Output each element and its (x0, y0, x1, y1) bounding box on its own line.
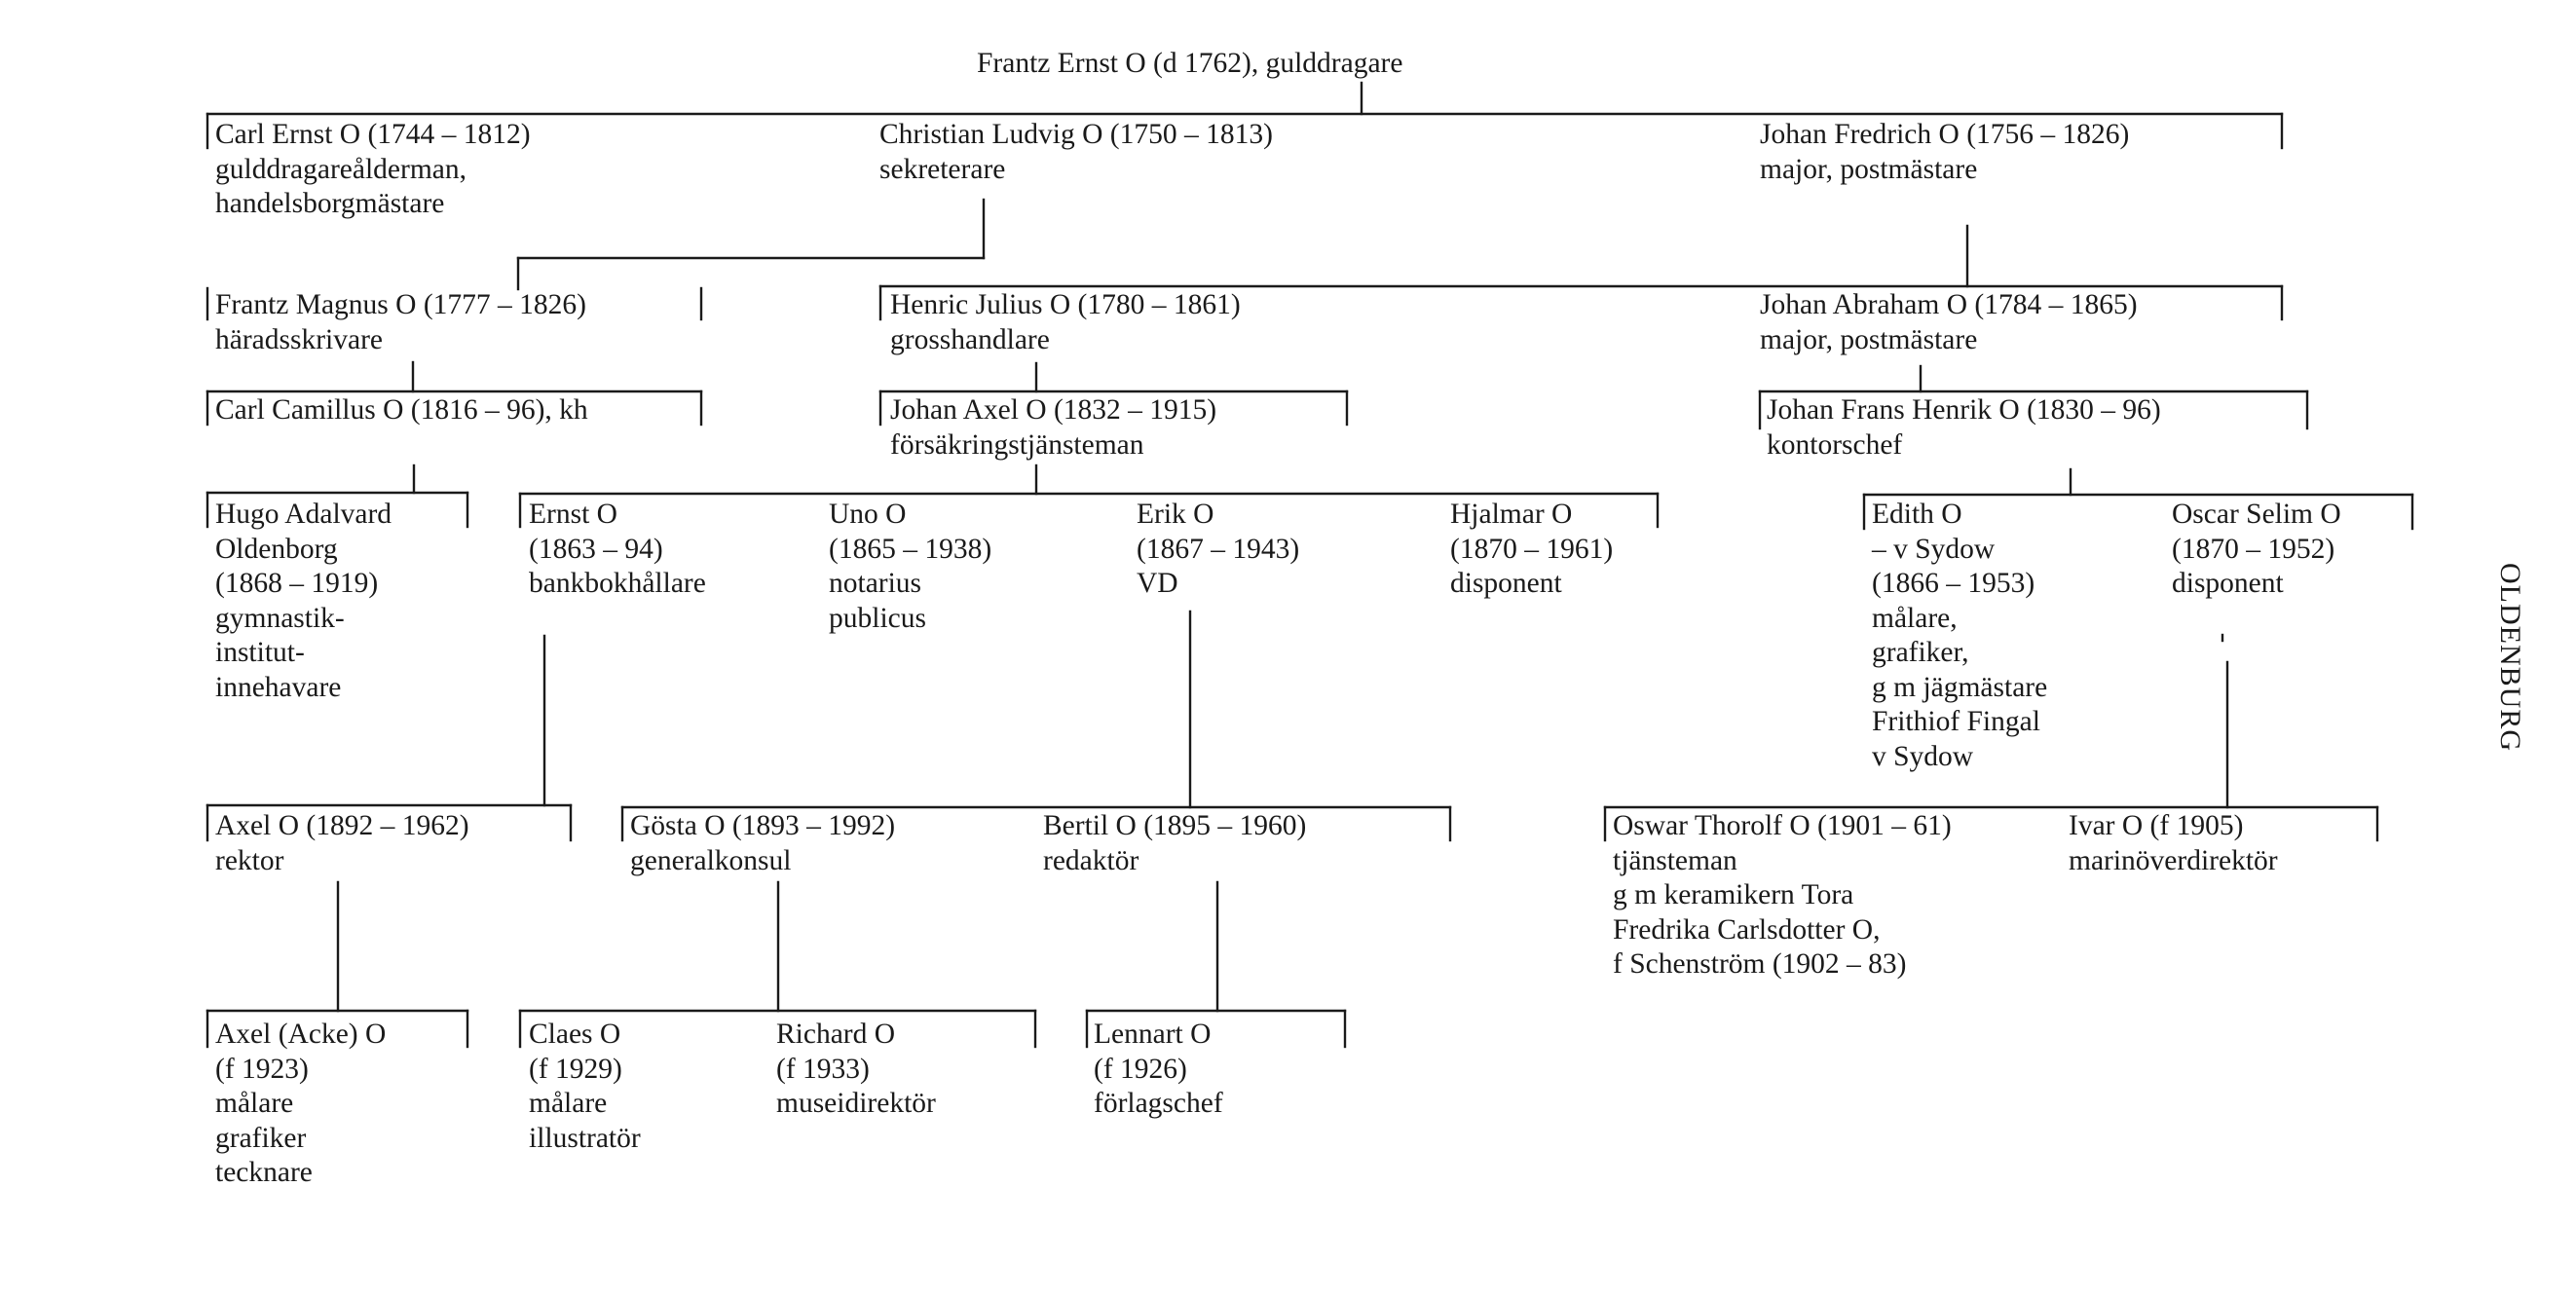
person-hugo-adalvard (215, 498, 392, 705)
person-text-line: (1866 – 1953) (1872, 568, 2035, 599)
person-text-line: Ernst O (529, 499, 617, 530)
person-text-line: VD (1137, 568, 1178, 599)
person-text-line: kontorschef (1767, 428, 1903, 461)
person-text-line: Hugo Adalvard (215, 499, 392, 530)
person-text-line: målare (215, 1088, 294, 1119)
person-text-line: (f 1929) (529, 1053, 622, 1085)
person-text-line: major, postmästare (1760, 323, 1978, 355)
person-text-line: publicus (829, 602, 926, 634)
person-text-line: gulddragareålderman, (215, 153, 467, 185)
person-uno (829, 498, 991, 636)
person-oscar-selim (2172, 498, 2341, 602)
person-text-line: g m jägmästare (1872, 671, 2048, 703)
person-text-line: Bertil O (1895 – 1960) (1043, 810, 1307, 841)
person-text-line: (1865 – 1938) (829, 533, 992, 565)
person-text-line: sekreterare (879, 153, 1006, 185)
person-axel-acke (215, 1018, 386, 1191)
person-text-line: (1863 – 94) (529, 533, 663, 565)
person-text-line: redaktör (1043, 844, 1139, 876)
person-text-line: Frithiof Fingal (1872, 706, 2040, 737)
person-text-line: Hjalmar O (1450, 499, 1573, 530)
person-johan-frans-henrik (1767, 393, 2161, 463)
family-name-label: OLDENBURG (2494, 563, 2526, 752)
person-text-line: v Sydow (1872, 740, 1974, 772)
person-text-line: illustratör (529, 1122, 641, 1154)
person-text-line: tecknare (215, 1157, 313, 1188)
person-text-line: Lennart O (1094, 1019, 1212, 1050)
person-hjalmar (1450, 498, 1613, 602)
person-text-line: Axel (Acke) O (215, 1019, 387, 1050)
person-text-line: Frantz Ernst O (d 1762), gulddragare (977, 48, 1403, 79)
person-text-line: Fredrika Carlsdotter O, (1613, 913, 1881, 946)
person-text-line: (1867 – 1943) (1137, 533, 1300, 565)
person-text-line: f Schenström (1902 – 83) (1613, 948, 1907, 980)
person-text-line: Christian Ludvig O (1750 – 1813) (879, 119, 1273, 150)
person-text-line: (1870 – 1961) (1450, 533, 1614, 565)
person-text-line: Oldenborg (215, 533, 338, 565)
person-text-line: (1868 – 1919) (215, 568, 379, 599)
person-text-line: grafiker (215, 1122, 307, 1154)
person-text-line: Gösta O (1893 – 1992) (630, 810, 896, 841)
person-carl-camillus (215, 393, 588, 428)
person-bertil (1043, 809, 1306, 878)
person-richard (776, 1018, 936, 1122)
person-johan-fredrich (1760, 118, 2129, 187)
person-text-line: marinöverdirektör (2069, 844, 2278, 876)
person-text-line: (f 1933) (776, 1053, 870, 1085)
person-text-line: Uno O (829, 499, 907, 530)
person-text-line: Ivar O (f 1905) (2069, 810, 2244, 841)
person-text-line: Johan Axel O (1832 – 1915) (890, 394, 1217, 426)
person-frantz-ernst (977, 47, 1402, 82)
person-text-line: Carl Ernst O (1744 – 1812) (215, 119, 531, 150)
person-oswar-thorolf (1613, 809, 1952, 983)
person-johan-axel (890, 393, 1216, 463)
person-text-line: målare, (1872, 602, 1958, 634)
person-text-line: målare (529, 1088, 608, 1119)
person-text-line: Richard O (776, 1019, 896, 1050)
person-text-line: (f 1926) (1094, 1053, 1187, 1085)
person-text-line: – v Sydow (1872, 533, 1996, 565)
person-axel (215, 809, 469, 878)
person-text-line: Johan Abraham O (1784 – 1865) (1760, 289, 2138, 320)
person-text-line: Erik O (1137, 499, 1214, 530)
person-henric-julius (890, 288, 1241, 357)
person-text-line: Claes O (529, 1019, 621, 1050)
person-text-line: gymnastik- (215, 602, 345, 634)
person-text-line: rektor (215, 844, 284, 876)
person-text-line: Oscar Selim O (2172, 499, 2341, 530)
person-edith (1872, 498, 2047, 774)
person-text-line: handelsborgmästare (215, 188, 445, 219)
person-claes (529, 1018, 641, 1156)
person-carl-ernst (215, 118, 531, 222)
person-text-line: notarius (829, 568, 922, 599)
person-text-line: Edith O (1872, 499, 1962, 530)
person-text-line: major, postmästare (1760, 153, 1978, 185)
person-text-line: grosshandlare (890, 323, 1050, 355)
person-text-line: g m keramikern Tora (1613, 879, 1854, 910)
person-gosta (630, 809, 895, 878)
person-johan-abraham (1760, 288, 2138, 357)
person-text-line: museidirektör (776, 1088, 936, 1119)
person-text-line: (f 1923) (215, 1053, 309, 1085)
person-erik (1137, 498, 1299, 602)
person-lennart (1094, 1018, 1223, 1122)
person-text-line: häradsskrivare (215, 323, 384, 355)
person-text-line: grafiker, (1872, 637, 1969, 668)
person-text-line: Johan Frans Henrik O (1830 – 96) (1767, 394, 2161, 426)
person-text-line: Frantz Magnus O (1777 – 1826) (215, 289, 586, 320)
person-ernst (529, 498, 706, 602)
person-text-line: Axel O (1892 – 1962) (215, 810, 469, 841)
person-text-line: Henric Julius O (1780 – 1861) (890, 289, 1241, 320)
person-text-line: förlagschef (1094, 1088, 1223, 1119)
person-text-line: institut- (215, 637, 305, 668)
person-ivar (2069, 809, 2278, 878)
person-text-line: bankbokhållare (529, 568, 706, 599)
person-text-line: försäkringstjänsteman (890, 428, 1144, 461)
person-christian-ludvig (879, 118, 1273, 187)
person-text-line: disponent (1450, 568, 1562, 599)
person-text-line: Carl Camillus O (1816 – 96), kh (215, 394, 588, 426)
person-text-line: Oswar Thorolf O (1901 – 61) (1613, 810, 1952, 841)
person-text-line: (1870 – 1952) (2172, 533, 2335, 565)
person-text-line: Johan Fredrich O (1756 – 1826) (1760, 119, 2130, 150)
person-text-line: disponent (2172, 568, 2284, 599)
person-text-line: generalkonsul (630, 844, 792, 876)
person-text-line: tjänsteman (1613, 844, 1737, 876)
person-frantz-magnus (215, 288, 586, 357)
person-text-line: innehavare (215, 671, 342, 703)
